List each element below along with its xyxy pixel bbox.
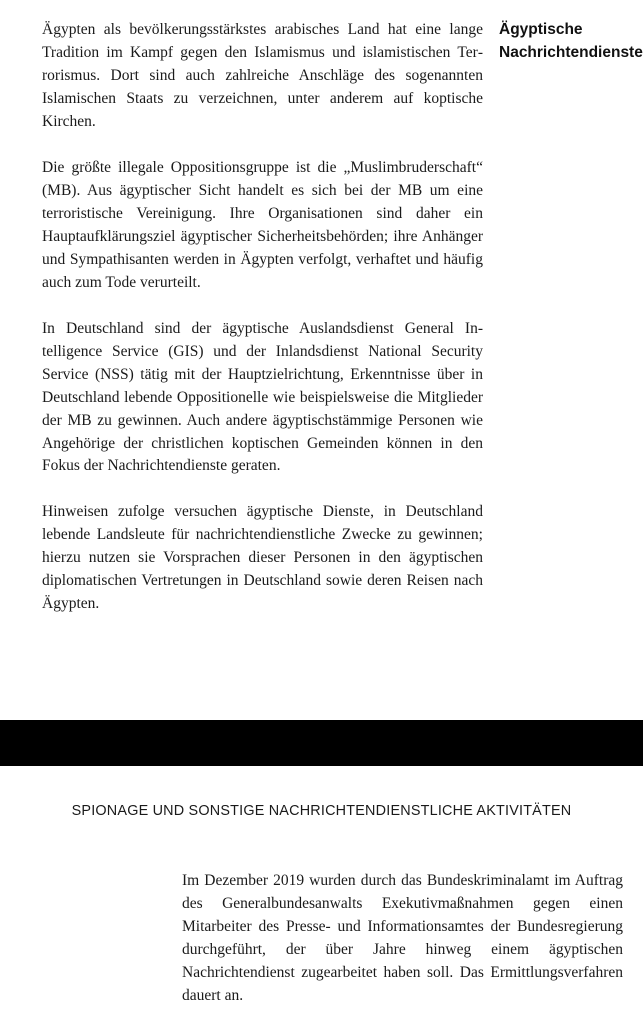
paragraph-muslim-brotherhood: Die größte illegale Oppositionsgruppe ist die „Muslimbruderschaft“ (MB). Aus ägyptischer Sicht handelt es sich bei der MB um eine terroristische Vereinigung. Ihre Organisationen sind daher ein Hauptaufklärungsziel ägyptischer Sicherheitsbehörden; ihre Anhänger und Sympathisanten werden in Ägypten verfolgt, verhaftet und häufig auch zum Tode verurteilt. [42,159,483,291]
paragraph-egyptian-services-germany: In Deutschland sind der ägyptische Auslandsdienst General Intelligence Service (GIS) und der Inlandsdienst National Security Service (NSS) tätig mit der Hauptzielrichtung, Erkenntnisse über in Deutschland lebende Oppositionelle wie beispielsweise die Mitglieder der MB zu gewinnen. Auch andere ägyptischstämmige Personen wie Angehörige der christlichen koptischen Gemeinden können in den Fokus der Nachrichtendienste geraten. [42,320,483,475]
page-divider-bar [0,720,643,766]
side-heading-line-2: Nachrichtendienste [499,44,643,61]
section-side-heading [499,18,643,64]
paragraph-bka-investigation: Im Dezember 2019 wurden durch das Bundeskriminalamt im Auftrag des Generalbundesanwalts Exekutivmaßnahmen gegen einen Mitarbeiter des Presse- und Informationsamtes der Bundesregierung durchgeführt, der über Jahre hinweg einem ägyptischen Nachrichtendienst zugearbeitet haben soll. Das Ermittlungsverfahren dauert an. [182,872,623,1004]
side-heading-line-1: Ägyptische [499,21,583,38]
paragraph-egypt-islamism: Ägypten als bevölkerungsstärkstes arabisches Land hat eine lange Tradition im Kampf gegen den Islamismus und islamistischen Terrorismus. Dort sind auch zahlreiche Anschläge des sogenannten Islamischen Staats zu verzeichnen, unter anderem auf koptische Kirchen. [42,21,483,130]
paragraph-recruitment-attempts: Hinweisen zufolge versuchen ägyptische Dienste, in Deutschland lebende Landsleute für nachrichtendienstliche Zwecke zu gewinnen; hierzu nutzen sie Vorsprachen dieser Personen in den ägyptischen diplomatischen Vertretungen in Deutschland sowie deren Reisen nach Ägypten. [42,503,483,612]
running-header: SPIONAGE UND SONSTIGE NACHRICHTENDIENSTLICHE AKTIVITÄTEN [71,803,572,819]
